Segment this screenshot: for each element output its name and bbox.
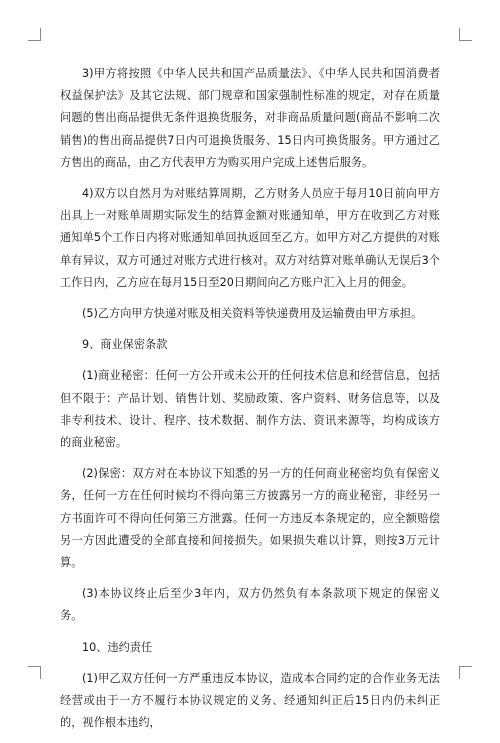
clause-9-1-trade-secret: (1)商业秘密：任何一方公开或未公开的任何技术信息和经营信息，包括但不限于：产品计划、销售计划、奖励政策、客户资料、财务信息等，以及非专利技术、设计、程序、技术数据、制作方法、资讯来源等，均构成该方的商业秘密。: [60, 369, 440, 450]
crop-mark-top-left: [28, 28, 41, 41]
clause-9-2-confidentiality: (2)保密：双方对在本协议下知悉的另一方的任何商业秘密均负有保密义务，任何一方在任何时候均不得向第三方披露另一方的商业秘密，非经另一方书面许可不得向任何第三方泄露。任何一方违反本条规定的，应全额赔偿另一方因此遭受的全部直接和间接损失。如果损失难以计算，则按3万元计算。: [60, 467, 440, 570]
crop-mark-bottom-left: [28, 666, 41, 679]
crop-mark-top-right: [459, 28, 472, 41]
section-9-heading: 9、商业保密条款: [82, 338, 168, 352]
document-body: [60, 63, 440, 743]
clause-4-settlement: 4)双方以自然月为对账结算周期，乙方财务人员应于每月10日前向甲方出具上一对账单周期实际发生的结算金额对账通知单，甲方在收到乙方对账通知单5个工作日内将对账通知单回执返回至乙方。如甲方对乙方提供的对账单有异议，双方可通过对账方式进行核对。双方对结算对账单确认无误后3个工作日内，乙方应在每月15日至20日期间向乙方账户汇入上月的佣金。: [60, 187, 440, 289]
clause-3-after-sales: 3)甲方将按照《中华人民共和国产品质量法》、《中华人民共和国消费者权益保护法》及其它法规、部门规章和国家强制性标准的规定，对存在质量问题的售出商品提供无条件退换货服务，对非商品质量问题(商品不影响二次销售)的售出商品提供7日内可退换货服务、15日内可换货服务。甲方通过乙方售出的商品，由乙方代表甲方为购买用户完成上述售后服务。: [60, 67, 440, 169]
clause-10-1-breach: (1)甲乙双方任何一方严重违反本协议，造成本合同约定的合作业务无法经营或由于一方不履行本协议规定的义务、经通知纠正后15日内仍未纠正的，视作根本违约，: [60, 671, 440, 730]
crop-mark-bottom-right: [459, 666, 472, 679]
clause-5-shipping-fees: (5)乙方向甲方快递对账及相关资料等快递费用及运输费由甲方承担。: [82, 307, 423, 321]
clause-9-3-duration: (3)本协议终止后至少3年内，双方仍然负有本条款项下规定的保密义务。: [60, 587, 440, 623]
section-10-heading: 10、违约责任: [82, 640, 153, 654]
